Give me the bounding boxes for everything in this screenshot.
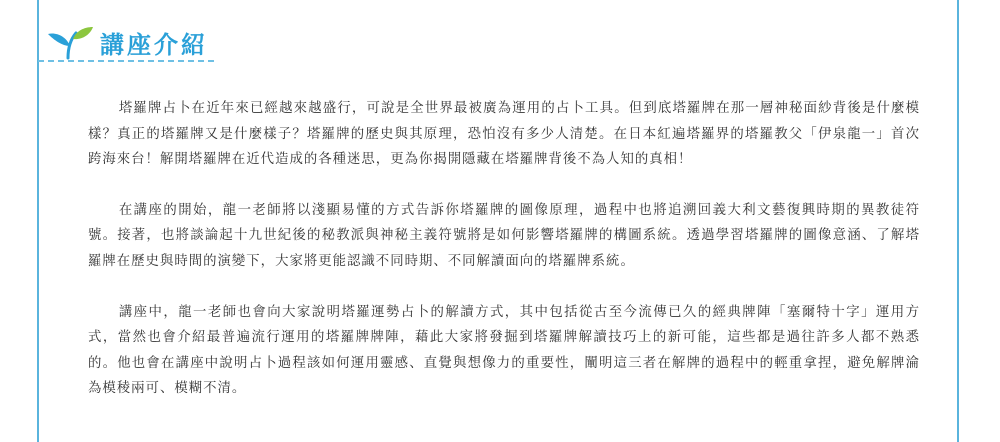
paragraph-2: 在講座的開始，龍一老師將以淺顯易懂的方式告訴你塔羅牌的圖像原理，過程中也將追溯回義大利文藝復興時期的異教徒符號。接著，也將談論起十九世紀後的秘教派與神秘主義符號將是如何影響塔羅牌的構圖系統。透過學習塔羅牌的圖像意涵、了解塔羅牌在歷史與時間的演變下，大家將更能認識不同時期、不同解讀面向的塔羅牌系統。 <box>88 202 920 269</box>
article-body <box>88 96 920 427</box>
page-title: 講座介紹 <box>100 30 208 59</box>
section-heading <box>46 22 208 62</box>
paragraph-3: 講座中，龍一老師也會向大家說明塔羅運勢占卜的解讀方式，其中包括從古至今流傳已久的經典牌陣「塞爾特十字」運用方式，當然也會介紹最普遍流行運用的塔羅牌牌陣，藉此大家將發掘到塔羅牌解讀技巧上的新可能，這些都是過往許多人都不熟悉的。他也會在講座中說明占卜過程該如何運用靈感、直覺與想像力的重要性，闡明這三者在解牌的過程中的輕重拿捏，避免解牌淪為模稜兩可、模糊不清。 <box>88 304 920 397</box>
heading-divider <box>38 60 214 62</box>
paragraph-1: 塔羅牌占卜在近年來已經越來越盛行，可說是全世界最被廣為運用的占卜工具。但到底塔羅牌在那一層神秘面紗背後是什麼模樣？真正的塔羅牌又是什麼樣子？塔羅牌的歷史與其原理，恐怕沒有多少人清楚。在日本紅遍塔羅界的塔羅教父「伊泉龍一」首次跨海來台！解開塔羅牌在近代造成的各種迷思，更為你揭開隱藏在塔羅牌背後不為人知的真相！ <box>88 101 920 168</box>
leaf-sprout-icon <box>46 24 94 60</box>
